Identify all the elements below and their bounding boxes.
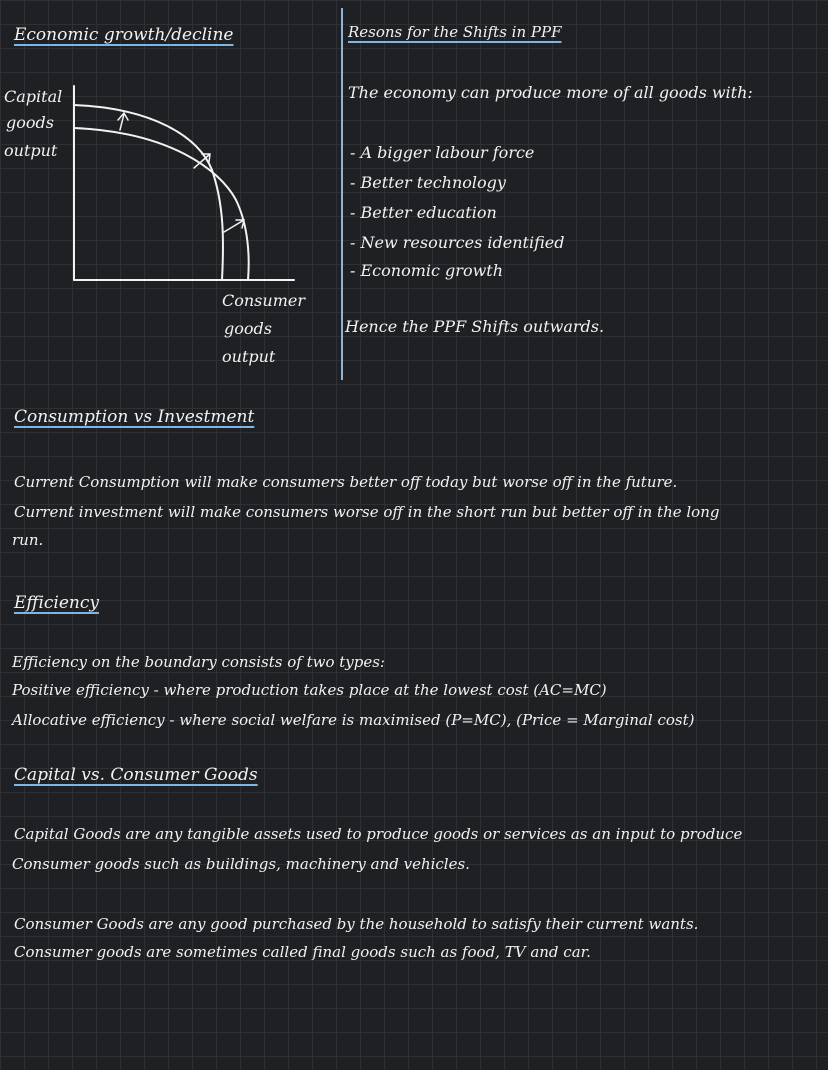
goods-line-3: Consumer Goods are any good purchased by the household to satisfy their current wants. xyxy=(14,915,699,933)
consumption-title: Consumption vs Investment xyxy=(14,407,255,427)
reasons-title: Resons for the Shifts in PPF xyxy=(348,23,562,41)
y-axis-label-line-2: goods xyxy=(6,113,54,132)
ppf-title: Economic growth/decline xyxy=(14,25,234,45)
efficiency-line-1: Efficiency on the boundary consists of two types: xyxy=(12,653,385,671)
reason-item-1-label: A bigger labour force xyxy=(360,143,535,162)
reason-item-5: - Economic growth xyxy=(350,261,503,280)
consumption-line-2: Current investment will make consumers worse off in the short run but better off in the long xyxy=(14,503,720,521)
ppf-curve-inner xyxy=(74,105,223,280)
x-axis-label-line-3: output xyxy=(222,347,276,366)
consumption-line-3: run. xyxy=(12,531,44,549)
goods-line-2: Consumer goods such as buildings, machinery and vehicles. xyxy=(12,855,470,873)
shift-arrow-1 xyxy=(118,113,128,130)
reason-item-2-label: Better technology xyxy=(360,173,506,192)
ppf-diagram xyxy=(0,0,340,300)
reason-item-4-label: New resources identified xyxy=(360,233,565,252)
goods-title: Capital vs. Consumer Goods xyxy=(14,765,258,785)
goods-line-1: Capital Goods are any tangible assets used to produce goods or services as an input to produce xyxy=(14,825,743,843)
reason-item-1: - A bigger labour force xyxy=(350,143,535,162)
reason-item-3: - Better education xyxy=(350,203,497,222)
reasons-intro: The economy can produce more of all goods with: xyxy=(348,83,753,102)
efficiency-line-3: Allocative efficiency - where social welfare is maximised (P=MC), (Price = Marginal cost) xyxy=(12,711,695,729)
goods-line-4: Consumer goods are sometimes called final goods such as food, TV and car. xyxy=(14,943,591,961)
reason-item-3-label: Better education xyxy=(360,203,497,222)
reason-item-2: - Better technology xyxy=(350,173,506,192)
column-divider xyxy=(341,8,343,380)
x-axis-label-line-2: goods xyxy=(224,319,272,338)
reason-item-4: - New resources identified xyxy=(350,233,565,252)
y-axis-label-line-3: output xyxy=(4,141,58,160)
efficiency-title: Efficiency xyxy=(14,593,99,613)
efficiency-line-2: Positive efficiency - where production takes place at the lowest cost (AC=MC) xyxy=(12,681,607,699)
reason-item-5-label: Economic growth xyxy=(360,261,503,280)
y-axis-label-line-1: Capital xyxy=(4,87,63,106)
shift-arrow-3 xyxy=(224,220,244,232)
reasons-conclusion: Hence the PPF Shifts outwards. xyxy=(345,317,605,336)
x-axis-label-line-1: Consumer xyxy=(222,291,305,310)
consumption-line-1: Current Consumption will make consumers better off today but worse off in the future. xyxy=(14,473,678,491)
